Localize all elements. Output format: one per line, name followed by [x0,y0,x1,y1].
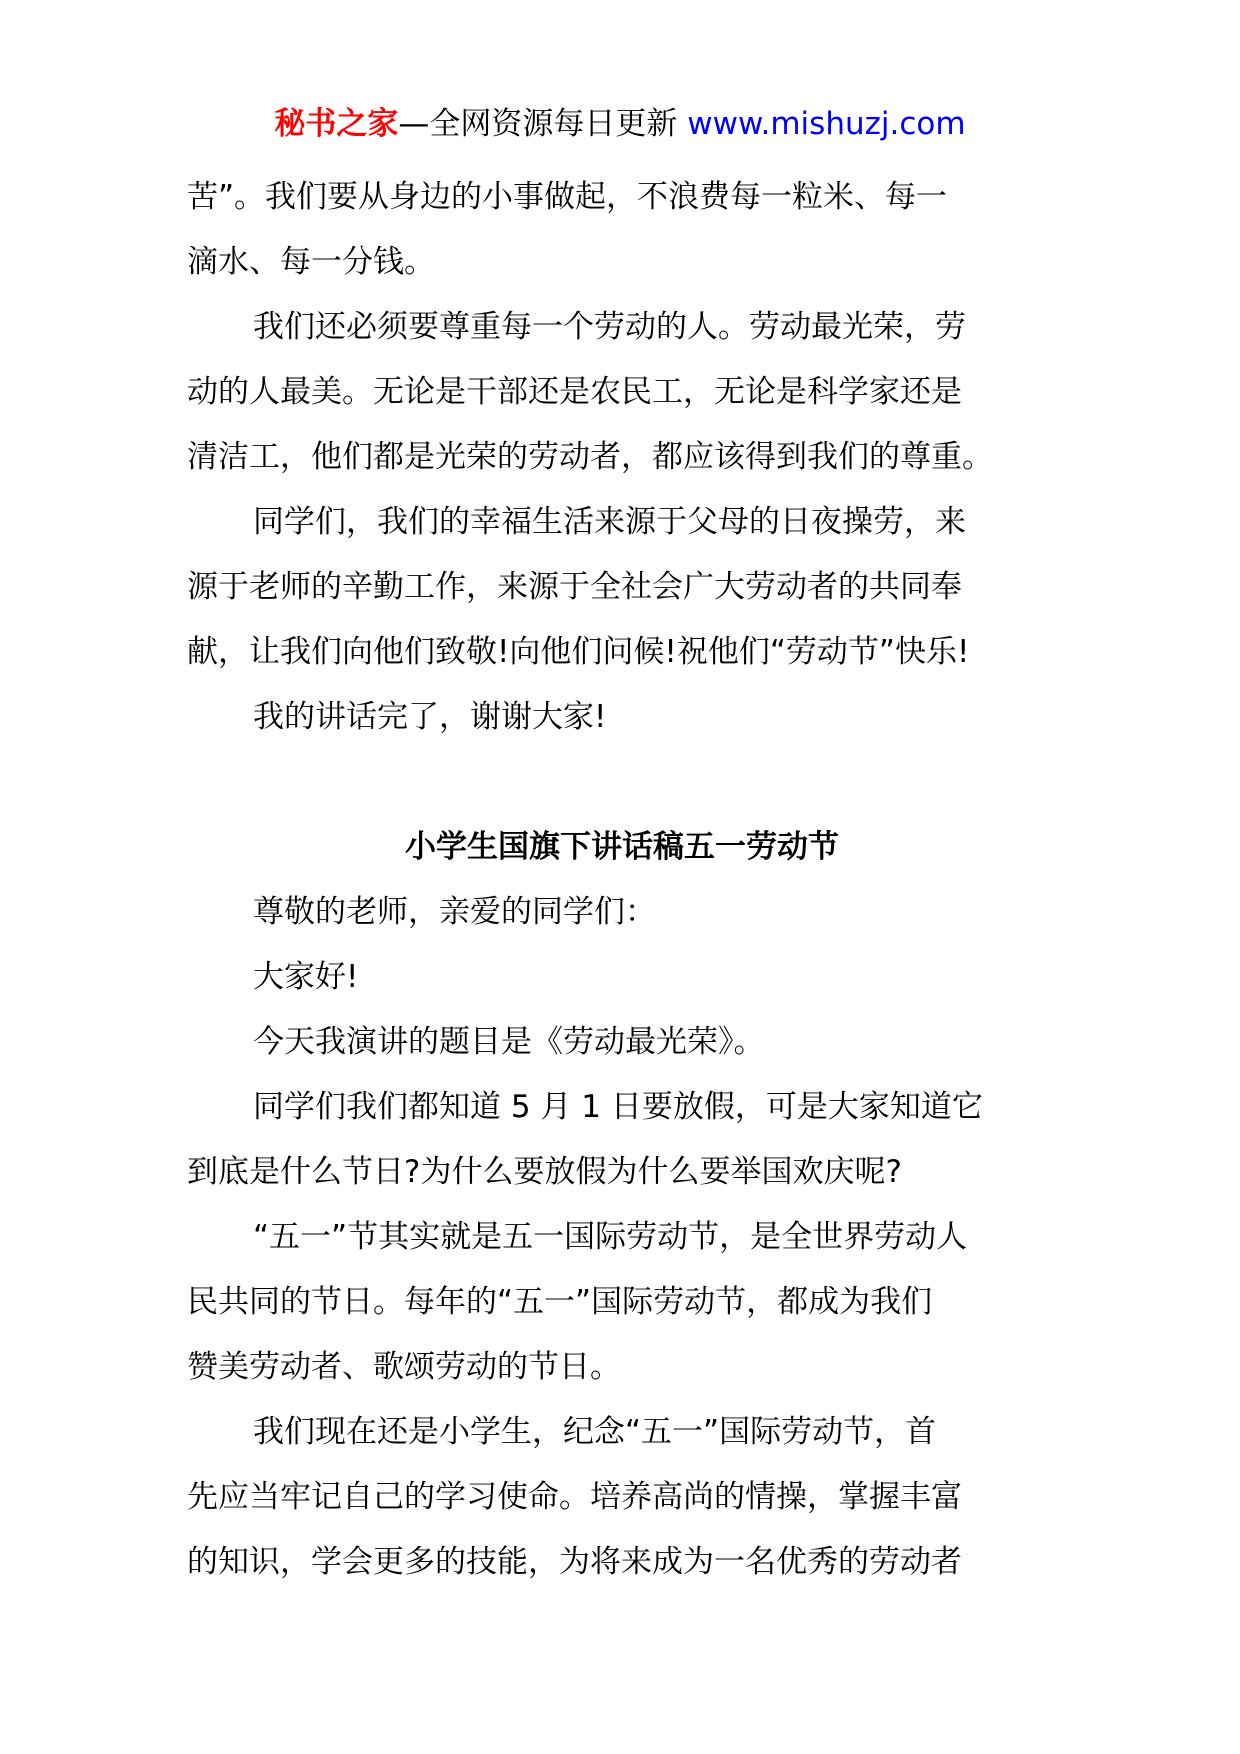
header-url-link[interactable]: www.mishuzj.com [687,106,966,142]
body-line: 先应当牢记自己的学习使命。培养高尚的情操，掌握丰富 [187,1479,962,1515]
section-title: 小学生国旗下讲话稿五一劳动节 [405,829,839,865]
paragraph-start-line: 今天我演讲的题目是《劳动最光荣》。 [253,1024,765,1060]
paragraph-start-line: 我们现在还是小学生，纪念“五一”国际劳动节，首 [253,1414,937,1450]
blank-line [187,750,1057,815]
paragraph-start-line: 同学们，我们的幸福生活来源于父母的日夜操劳，来 [253,504,966,540]
body-line: 民共同的节日。每年的“五一”国际劳动节，都成为我们 [187,1284,933,1320]
body-line: 源于老师的辛勤工作，来源于全社会广大劳动者的共同奉 [187,569,962,605]
header-tagline: —全网资源每日更新 [398,106,678,142]
document-header [0,102,1240,146]
body-line: 到底是什么节日?为什么要放假为什么要举国欢庆呢? [187,1154,902,1190]
paragraph-start-line: 我的讲话完了，谢谢大家! [253,699,607,735]
header-brand: 秘书之家 [274,106,399,142]
body-line: 滴水、每一分钱。 [187,244,435,280]
paragraph-start-line: 我们还必须要尊重每一个劳动的人。劳动最光荣，劳 [253,309,966,345]
greeting-line: 大家好! [253,959,359,995]
body-line: 献，让我们向他们致敬!向他们问候!祝他们“劳动节”快乐! [187,634,970,670]
paragraph-start-line: “五一”节其实就是五一国际劳动节，是全世界劳动人 [253,1219,968,1255]
body-line: 赞美劳动者、歌颂劳动的节日。 [187,1349,621,1385]
body-line: 的知识，学会更多的技能，为将来成为一名优秀的劳动者 [187,1544,962,1580]
body-line: 清洁工，他们都是光荣的劳动者，都应该得到我们的尊重。 [187,439,993,475]
body-line: 苦”。我们要从身边的小事做起，不浪费每一粒米、每一 [187,179,948,215]
body-line: 动的人最美。无论是干部还是农民工，无论是科学家还是 [187,374,962,410]
document-body [187,165,1057,1595]
paragraph-start-line: 同学们我们都知道 5 月 1 日要放假，可是大家知道它 [253,1089,983,1125]
salutation-line: 尊敬的老师，亲爱的同学们： [253,894,656,930]
